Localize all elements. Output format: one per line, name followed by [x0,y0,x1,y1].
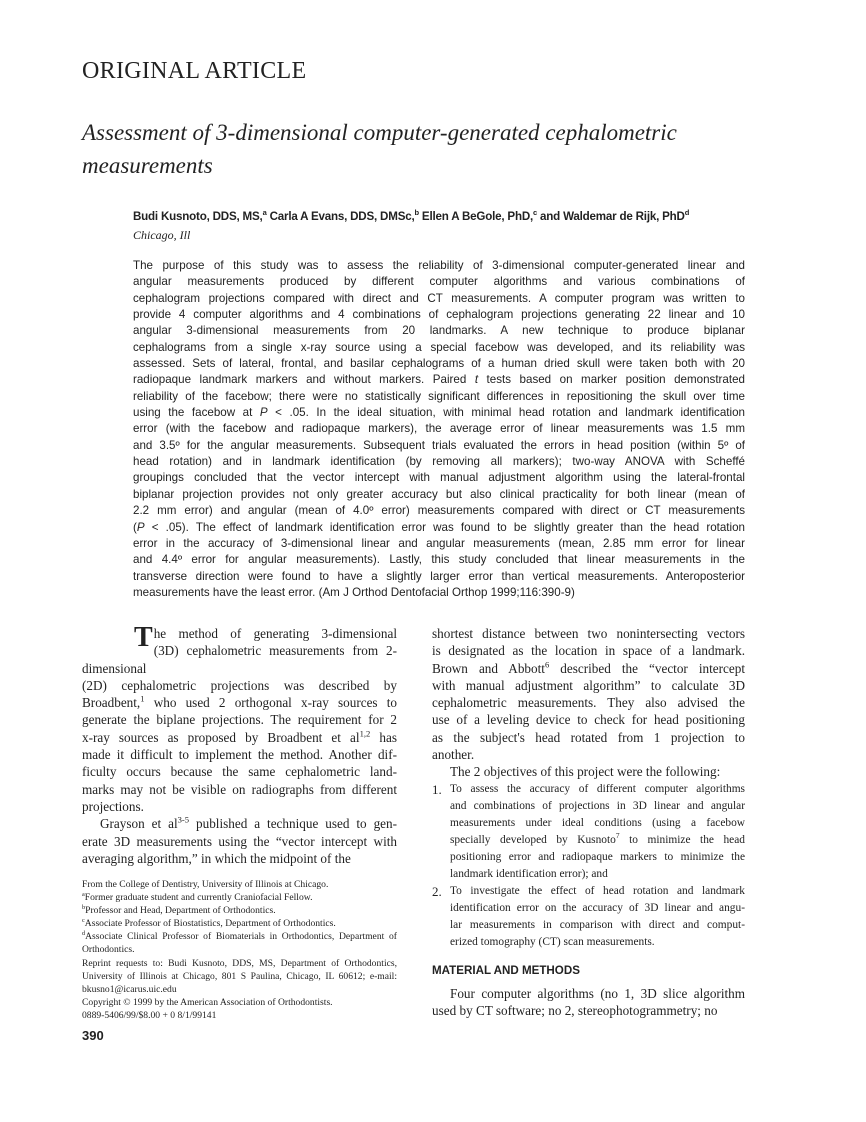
text-run: radiopaque landmark markers and without markers. Paired [133,373,475,387]
text-run: Grayson et al [100,816,178,832]
text-run: < .05). The effect of landmark identification error was found to be slightly greater than the head rotation [144,520,745,534]
text-run: cephalogram projections compared with direct and CT measurements. A computer program was written to [133,291,745,305]
italic-run: t [474,373,479,387]
text-line [82,983,397,996]
objectives-intro: The 2 objectives of this project were the following: [450,764,721,780]
text-run: and 4.4º error for angular measurements). Lastly, this study concluded that linear measurements in the [133,553,745,567]
text-run: erate 3D measurements using the “vector intercept with [82,833,397,849]
text-run: provide 4 computer algorithms and 4 combinations of cephalogram projections generating 22 linear and 10 [133,308,745,322]
text-line [432,694,745,711]
text-line [133,520,745,536]
text-run: erized tomography (CT) scan measurements. [450,935,655,948]
objective-text [450,781,745,883]
text-line [82,746,397,763]
text-line [432,729,745,746]
text-line [450,849,745,866]
superscript: 6 [544,659,550,670]
text-line [432,1002,745,1019]
superscript: d [684,208,690,218]
text-run: groupings concluded that the vector intercept with manual adjustment algorithm using the lateral-frontal [133,471,745,485]
superscript: 3-5 [177,814,190,825]
text-run: Orthodontics. [82,944,135,956]
text-line [450,781,745,798]
text-line [432,660,745,677]
article-title [82,116,762,182]
text-run: ( [133,520,137,534]
text-line [82,917,397,930]
drop-cap: T [134,622,153,653]
text-run: and combinations of projections in 3D linear and angular [450,799,745,812]
text-run: another. [432,747,475,763]
author-list [133,210,689,223]
text-run: cephalometric measurements. They also advised the [432,695,745,711]
text-line [450,815,745,832]
text-run: Budi Kusnoto, DDS, MS, [133,210,263,223]
text-run: measurements have the least error. (Am J Orthod Dentofacial Orthop 1999;116:390-9) [133,585,575,599]
footnotes [82,878,397,1022]
text-run: marks may not be visible on radiographs from different [82,781,397,797]
italic-run: P [259,406,268,420]
text-line [82,930,397,943]
text-line [82,850,397,867]
text-run: is designated as the location in space of a landmark. [432,643,745,659]
text-line [82,729,397,746]
list-number: 2. [432,883,442,899]
text-run: (2D) cephalometric projections was described by [82,677,397,693]
superscript: b [82,904,86,911]
text-line [432,625,745,642]
text-line [133,274,745,290]
text-run: projections. [82,798,144,814]
text-line [133,307,745,323]
text-line [450,900,745,917]
text-run: < .05. In the ideal situation, with minimal head rotation and landmark identification [267,406,745,420]
text-line [133,356,745,372]
text-line [133,438,745,454]
text-run: Ellen A BeGole, PhD, [418,210,534,223]
text-run: Professor and Head, Department of Orthodontics. [85,905,276,917]
text-run: University of Illinois at Chicago, 801 S Paulina, Chicago, IL 60612; e-mail: [82,970,397,982]
superscript: a [82,890,85,898]
text-line [82,798,397,815]
text-run: use of a leveling device to check for head positioning [432,712,745,728]
text-run: From the College of Dentistry, University of Illinois at Chicago. [82,879,329,890]
objective-item [432,781,745,883]
text-run: Four computer algorithms (no 1, 3D slice algorithm [450,985,745,1001]
text-run: transverse direction were found to have a slightly larger error than vertical measurements. Anteroposterior [133,569,745,583]
text-run: x-ray sources as proposed by Broadbent et al [82,729,360,745]
text-line [82,781,397,798]
text-run: and Waldemar de Rijk, PhD [537,210,685,223]
text-line [133,569,745,585]
author-location: Chicago, Ill [133,228,191,242]
text-run: ficulty occurs because the same cephalometric land- [82,764,397,780]
section-heading: MATERIAL AND METHODS [432,963,580,977]
text-run: To investigate the effect of head rotation and landmark [450,884,745,897]
text-line [82,642,397,677]
text-run: shortest distance between two nonintersecting vectors [432,626,745,641]
text-run: made it difficult to implement the method. Another dif- [82,747,397,763]
text-run: Brown and Abbott [432,660,545,676]
text-run: using the facebow at [133,406,260,420]
text-run: Carla A Evans, DDS, DMSc, [266,210,415,223]
text-line [133,291,745,307]
superscript: b [414,208,419,218]
text-run: The purpose of this study was to assess the reliability of 3-dimensional computer-generated linear and [133,259,745,272]
text-line [133,503,745,519]
text-run: 0889-5406/99/$8.00 + 0 8/1/99141 [82,1009,217,1021]
text-run: angular measurements produced by different computer algorithms and various combinations of [133,275,745,289]
superscript: 7 [615,830,620,840]
text-line [133,340,745,356]
text-line [82,694,397,711]
text-run: positioning error and radiopaque markers to minimize the [450,850,745,863]
list-number: 1. [432,781,442,797]
text-run: he method of generating 3-dimensional [153,626,397,641]
objective-item [432,883,745,951]
text-run: with manual adjustment algorithm” to calculate 3D [432,677,745,693]
text-run: landmark identification error); and [450,867,608,880]
text-line [133,405,745,421]
text-line [82,970,397,983]
text-run: Reprint requests to: Budi Kusnoto, DDS, MS, Department of Orthodontics, [82,957,397,969]
italic-run: P [136,520,145,534]
text-run: Copyright © 1999 by the American Association of Orthodontists. [82,996,333,1008]
superscript: a [262,208,267,218]
text-line [133,470,745,486]
title-line: Assessment of 3-dimensional computer-generated cephalometric [82,120,677,145]
text-run: lar measurements in comparison with direct and comput- [450,918,745,931]
text-line [82,1009,397,1022]
text-line [133,454,745,470]
text-run: assessed. Sets of lateral, frontal, and basilar cephalograms of a human dried skull were taken both with 20 [133,357,745,371]
text-line [450,917,745,934]
paragraph [82,815,397,867]
text-run: Associate Professor of Biostatistics, Department of Orthodontics. [84,918,336,930]
text-run: cephalograms from a single x-ray source using a special facebow was developed, and its reliability was [133,340,745,354]
objective-text [450,883,745,951]
text-line [82,763,397,780]
text-line [133,372,745,388]
text-line [432,677,745,694]
text-line [450,832,745,849]
text-line [133,389,745,405]
text-line [450,934,745,951]
text-run: bkusno1@icarus.uic.edu [82,983,177,995]
text-line [432,985,745,1002]
text-line [133,552,745,568]
text-run: Former graduate student and currently Craniofacial Fellow. [84,892,313,904]
superscript: c [533,208,538,218]
text-line [133,487,745,503]
text-run: Associate Clinical Professor of Biomaterials in Orthodontics, Department of [85,931,397,943]
text-line [82,996,397,1009]
text-line [450,798,745,815]
text-run: specially developed by Kusnoto [450,833,616,846]
text-line [450,866,745,883]
text-line [82,833,397,850]
text-line [82,677,397,694]
body-column-right [432,625,745,1019]
paragraph [432,985,745,1020]
text-line [133,258,745,274]
section-label: ORIGINAL ARTICLE [82,58,307,84]
text-run: To assess the accuracy of different computer algorithms [450,782,745,795]
text-run: tests based on marker position demonstrated [478,373,745,387]
text-run: generate the biplane projections. The requirement for 2 [82,712,397,728]
text-run: measurements under ideal conditions (using a facebow [450,816,745,829]
text-line [432,642,745,659]
superscript: c [82,917,85,925]
text-run: who used 2 orthogonal x-ray sources to [144,695,397,711]
text-line [133,421,745,437]
text-line [133,585,745,601]
abstract [133,258,745,601]
text-line [82,957,397,970]
text-run: averaging algorithm,” in which the midpoint of the [82,850,351,866]
text-line [82,891,397,904]
text-line [82,904,397,917]
text-run: error in the accuracy of 3-dimensional linear and angular measurements (mean, 2.85 mm error for linear [133,536,745,550]
text-line [82,943,397,956]
text-line [82,815,397,832]
paragraph [432,625,745,763]
text-run: biplanar projection provides not only greater accuracy but also clinical practicality for both linear (mean of [133,487,745,501]
page-number: 390 [82,1028,104,1043]
text-run: to minimize the head [619,833,745,846]
text-line [432,711,745,728]
text-line [133,323,745,339]
text-run: Broadbent, [82,695,141,711]
text-run: (3D) cephalometric measurements from 2-dimensional [82,643,397,676]
text-run: 2.2 mm error) and angular (mean of 4.0º error) measurements compared with direct or CT measurements [133,504,745,518]
text-run: described the “vector intercept [549,660,745,676]
paragraph [82,622,397,815]
body-column-left [82,622,398,867]
text-run: reliability of the facebow; there were no statistically significant differences in repositioning the skull over time [133,389,745,403]
text-run: angular 3-dimensional measurements from 20 landmarks. A new technique to produce biplanar [133,324,745,338]
superscript: 1 [140,693,145,704]
superscript: 1,2 [359,728,371,739]
text-line [133,536,745,552]
text-run: and 3.5º for the angular measurements. Subsequent trials evaluated the errors in head position (within 5º of [133,438,745,452]
text-line [82,625,397,642]
superscript: d [82,930,86,938]
text-line [450,883,745,900]
text-line [82,711,397,728]
text-line [82,878,397,891]
text-run: has [370,729,397,745]
text-run: used by CT software; no 2, stereophotogrammetry; no [432,1002,718,1018]
text-run: head rotation) and in landmark identification (by removing all markers); two-way ANOVA with Scheffé [133,455,745,469]
title-line: measurements [82,153,213,178]
text-run: identification error on the accuracy of 3D linear and angu- [450,901,745,914]
text-line [432,746,745,763]
text-run: error (with the facebow and radiopaque markers), the average error of linear measurements was 1.5 mm [133,422,745,436]
text-run: published a technique used to gen- [189,816,398,832]
text-run: as the subject's head rotated from 1 projection to [432,729,745,745]
